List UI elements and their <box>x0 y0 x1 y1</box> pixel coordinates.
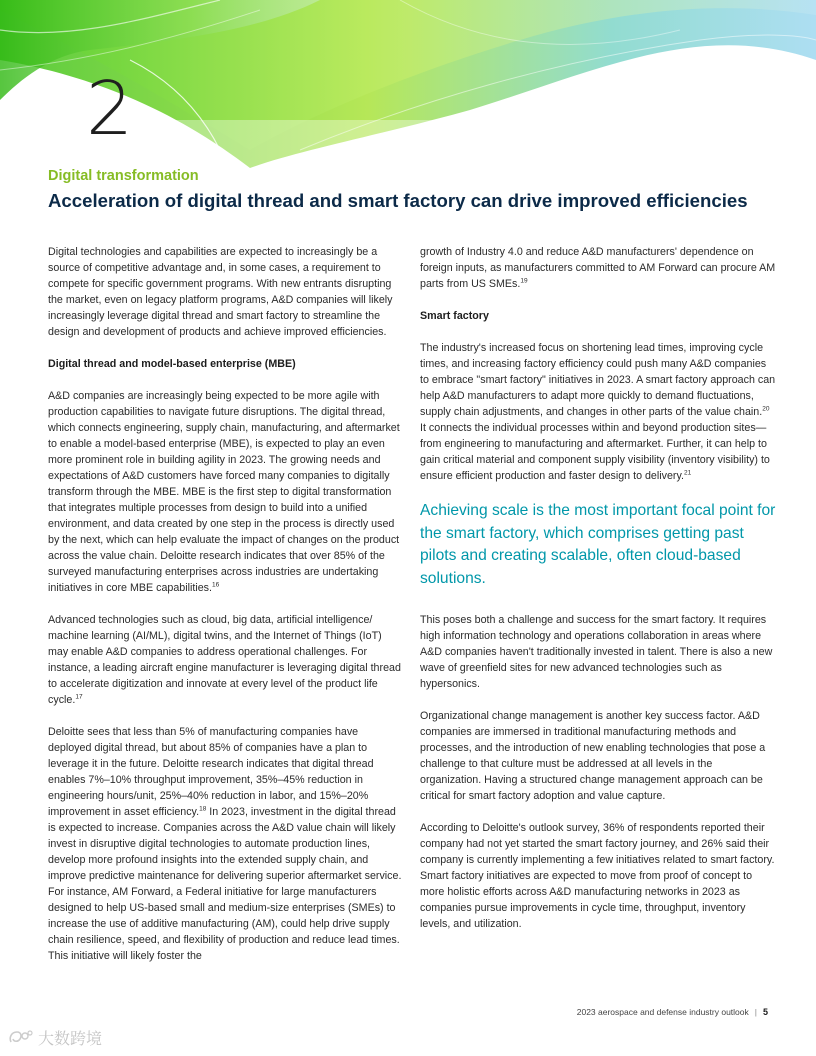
page-number: 5 <box>762 1007 768 1017</box>
footnote-ref: 19 <box>520 277 528 285</box>
paragraph-text: In 2023, investment in the digital thread is expected to increase. Companies across the A&D value chain will likely invest in disruptive digital technologies to automate production lines, develop more profound insights into the extended supply chain, and improve predictive maintenance for delivering superior aftermarket service. For instance, AM Forward, a Federal initiative for large manufacturers designed to help US-based small and medium-size enterprises (SMEs) to increase the use of additive manufacturing (AM), could help drive supply chain resilience, speed, and flexibility of production and reduce lead times. This initiative will likely foster the <box>48 806 402 962</box>
paragraph-text: Advanced technologies such as cloud, big data, artificial intelligence/ machine learning (AI/ML), digital twins, and the Internet of Things (IoT) may enable A&D companies to address operational challenges. For instance, a leading aircraft engine manufacturer is leveraging digital thread to accelerate digitization and innovate at every level of the product life cycle. <box>48 614 401 706</box>
watermark <box>8 1026 102 1049</box>
paragraph-text: growth of Industry 4.0 and reduce A&D manufacturers' dependence on foreign inputs, as manufacturers committed to AM Forward can procure AM parts from US SMEs. <box>420 246 776 290</box>
paragraph-text: The industry's increased focus on shortening lead times, improving cycle times, and increasing factory efficiency could push many A&D companies to embrace "smart factory" initiatives in 2023. A smart factory approach can help A&D manufacturers to adapt more quickly to demand fluctuations, supply chain adjustments, and changes in other parts of the value chain. <box>420 342 776 418</box>
body-paragraph: This poses both a challenge and success for the smart factory. It requires high information technology and operations collaboration in areas where A&D companies haven't traditionally invested in talent. There is also a new wave of greenfield sites for new advanced technologies such as hypersonics. <box>420 614 773 691</box>
page-footer <box>577 1007 768 1017</box>
body-paragraph <box>48 388 404 596</box>
body-paragraph <box>420 340 776 484</box>
section-kicker: Digital transformation <box>48 168 199 184</box>
paragraph-text: It connects the individual processes within and beyond production sites—from engineering to manufacturing and aftermarket. Further, it can help to gain critical material and component supply visibility (inventory visibility) to ensure efficient production and faster design to delivery. <box>420 422 770 482</box>
body-paragraph <box>48 724 404 964</box>
page-title: Acceleration of digital thread and smart factory can drive improved efficiencies <box>48 190 748 211</box>
body-paragraph: According to Deloitte's outlook survey, 36% of respondents reported their company had not yet started the smart factory journey, and 26% said their company is currently implementing a few initiatives related to smart factory. Smart factory initiatives are expected to move from proof of concept to more holistic efforts across A&D manufacturing networks in 2023 as companies pursue improvements in cycle time, throughput, inventory levels, and utilization. <box>420 822 775 931</box>
watermark-text: 大数跨境 <box>38 1029 103 1048</box>
left-column <box>48 244 404 980</box>
body-paragraph <box>48 612 404 708</box>
paragraph-text: Deloitte sees that less than 5% of manufacturing companies have deployed digital thread, but about 85% of companies have a plan to leverage it in the future. Deloitte research indicates that digital thread enables 7%–10% throughput improvement, 35%–45% reduction in engineering hours/unit, 25%–40% reduction in labor, and 15%–20% improvement in asset efficiency. <box>48 726 374 818</box>
footnote-ref: 20 <box>762 405 770 413</box>
footer-separator: | <box>754 1007 757 1017</box>
intro-paragraph: Digital technologies and capabilities are expected to increasingly be a source of competitive advantage and, in some cases, a requirement to compete for specific government programs. With new entrants disrupting the market, even on legacy platform programs, A&D companies will likely increasingly leverage digital thread and smart factory to streamline the design and development of products and achieve improved efficiencies. <box>48 246 393 338</box>
watermark-logo-icon <box>8 1028 34 1048</box>
body-paragraph: Organizational change management is another key success factor. A&D companies are immersed in traditional manufacturing methods and processes, and the introduction of new enabling technologies that pose a challenge to that culture must be addressed at all levels in the organization. Having a structured change management approach can be critical for smart factory adoption and value capture. <box>420 710 766 803</box>
footnote-ref: 17 <box>75 693 83 701</box>
pull-quote: Achieving scale is the most important focal point for the smart factory, which comprises getting past pilots and creating scalable, often cloud-based solutions. <box>420 502 776 587</box>
footnote-ref: 18 <box>199 805 207 813</box>
subheading-digital-thread: Digital thread and model-based enterprise (MBE) <box>48 358 296 370</box>
body-paragraph <box>420 244 776 292</box>
right-column <box>420 244 776 948</box>
footnote-ref: 16 <box>211 581 220 589</box>
publication-title: 2023 aerospace and defense industry outlook <box>576 1007 749 1017</box>
paragraph-text: A&D companies are increasingly being expected to be more agile with production capabilities to navigate future disruptions. The digital thread, which connects engineering, supply chain, manufacturing, and aftermarket to enable a model-based enterprise (MBE), is expected to play an even more prominent role in building agility in 2023. The growing needs and expectations of A&D customers have forced many companies to digitally transform through the MBE. MBE is the first step to digital transformation that integrates multiple processes from design to build into a unified environment, and data created by one step in the process is directly used by the next, which can help evaluate the impact of changes on the product across the value chain. Deloitte research indicates that over 85% of the surveyed manufacturing enterprises across industries are undertaking initiatives in core MBE capabilities. <box>48 390 400 594</box>
footnote-ref: 21 <box>683 469 692 477</box>
chapter-number: 2 <box>86 66 134 152</box>
subheading-smart-factory: Smart factory <box>420 310 489 322</box>
